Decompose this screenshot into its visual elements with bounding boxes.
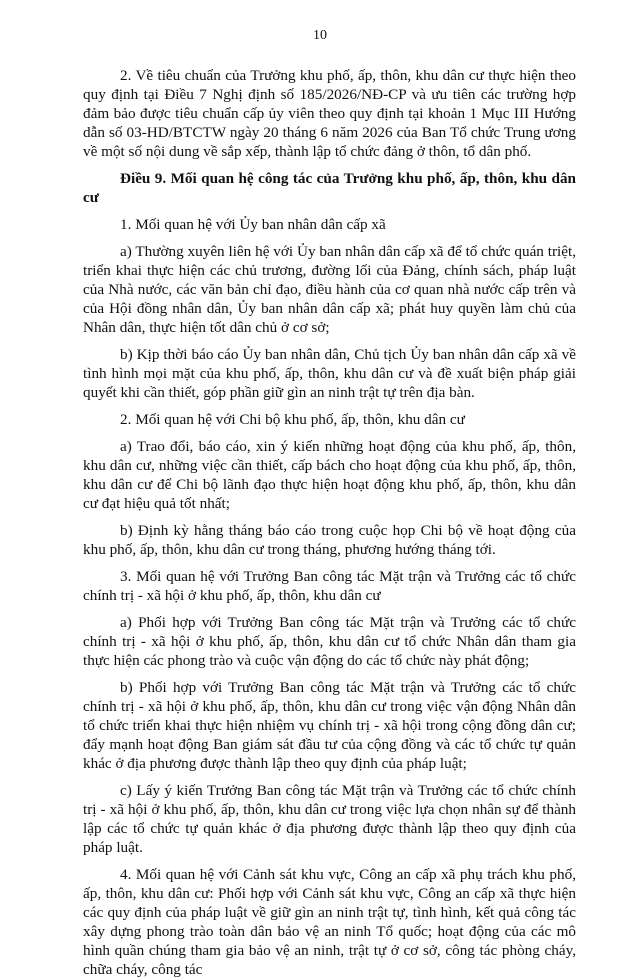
paragraph-2b: b) Định kỳ hằng tháng báo cáo trong cuộc họp Chi bộ về hoạt động của khu phố, ấp, thôn, khu dân cư trong tháng, phương hướng tháng tới. <box>83 522 576 558</box>
paragraph-2a: a) Trao đổi, báo cáo, xin ý kiến những hoạt động của khu phố, ấp, thôn, khu dân cư, những việc cần thiết, cấp bách cho hoạt động của khu phố, ấp, thôn, khu dân cư để Chi bộ lãnh đạo thực hiện hoạt động khu phố, ấp, thôn, khu dân cư đạt hiệu quả tốt nhất; <box>83 438 576 512</box>
section-3-heading: 3. Mối quan hệ với Trưởng Ban công tác Mặt trận và Trưởng các tổ chức chính trị - xã hội ở khu phố, ấp, thôn, khu dân cư <box>83 568 576 604</box>
paragraph-1a: a) Thường xuyên liên hệ với Ủy ban nhân dân cấp xã để tổ chức quán triệt, triển khai thực hiện các chủ trương, đường lối của Đảng, chính sách, pháp luật của Nhà nước, các văn bản chỉ đạo, điều hành của cơ quan nhà nước cấp trên và của Hội đồng nhân dân, Ủy ban nhân dân cấp xã; phát huy quyền làm chủ của Nhân dân, thực hiện tốt dân chủ ở cơ sở; <box>83 243 576 336</box>
document-body <box>83 66 576 979</box>
paragraph-3a: a) Phối hợp với Trưởng Ban công tác Mặt trận và Trưởng các tổ chức chính trị - xã hội ở khu phố, ấp, thôn, khu dân cư tổ chức Nhân dân tham gia thực hiện các phong trào và cuộc vận động do các tổ chức này phát động; <box>83 614 576 669</box>
paragraph-standards: 2. Về tiêu chuẩn của Trưởng khu phố, ấp, thôn, khu dân cư thực hiện theo quy định tại Điều 7 Nghị định số 185/2026/NĐ-CP và ưu tiên các trường hợp đảm bảo được tiêu chuẩn cấp ủy viên theo quy định tại khoản 1 Mục III Hướng dẫn số 03-HD/BTCTW ngày 20 tháng 6 năm 2026 của Ban Tổ chức Trung ương về một số nội dung về sắp xếp, thành lập tổ chức đảng ở thôn, tổ dân phố. <box>83 67 576 160</box>
section-2-heading: 2. Mối quan hệ với Chi bộ khu phố, ấp, thôn, khu dân cư <box>120 411 465 428</box>
page-number: 10 <box>313 28 327 43</box>
paragraph-1b: b) Kịp thời báo cáo Ủy ban nhân dân, Chủ tịch Ủy ban nhân dân cấp xã về tình hình mọi mặt của khu phố, ấp, thôn, khu dân cư và đề xuất biện pháp giải quyết khi cần thiết, góp phần giữ gìn an ninh trật tự trên địa bàn. <box>83 346 576 401</box>
section-4-paragraph: 4. Mối quan hệ với Cảnh sát khu vực, Công an cấp xã phụ trách khu phố, ấp, thôn, khu dân cư: Phối hợp với Cảnh sát khu vực, Công an cấp xã thực hiện các quy định của pháp luật về giữ gìn an ninh trật tự, tình hình, kết quả công tác xây dựng phong trào toàn dân bảo vệ an ninh Tổ quốc; hoạt động của các mô hình quần chúng tham gia bảo vệ an ninh, trật tự ở cơ sở, công tác phòng cháy, chữa cháy, công tác <box>83 866 576 978</box>
paragraph-3c: c) Lấy ý kiến Trưởng Ban công tác Mặt trận và Trưởng các tổ chức chính trị - xã hội ở khu phố, ấp, thôn, khu dân cư trong việc lựa chọn nhân sự để thành lập các tổ chức tự quản khác ở địa phương được thành lập theo quy định của pháp luật. <box>83 782 576 856</box>
section-1-heading: 1. Mối quan hệ với Ủy ban nhân dân cấp xã <box>120 216 386 233</box>
paragraph-3b: b) Phối hợp với Trưởng Ban công tác Mặt trận và Trưởng các tổ chức chính trị - xã hội ở khu phố, ấp, thôn, khu dân cư trong việc vận động Nhân dân tổ chức triển khai thực hiện nhiệm vụ chính trị - xã hội trong cộng đồng dân cư; đẩy mạnh hoạt động Ban giám sát đầu tư của cộng đồng và các tổ chức tự quản khác ở địa phương được thành lập theo quy định của pháp luật; <box>83 679 576 772</box>
article-9-heading: Điều 9. Mối quan hệ công tác của Trưởng khu phố, ấp, thôn, khu dân cư <box>83 170 576 206</box>
